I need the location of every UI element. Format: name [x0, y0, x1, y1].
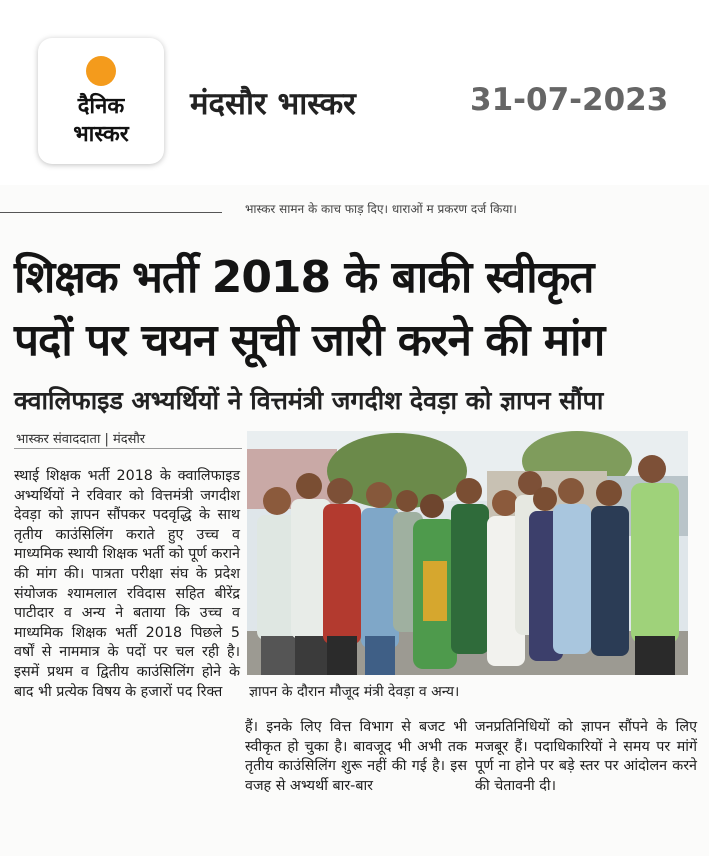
headline-line2: पदों पर चयन सूची जारी करने की मांग [14, 315, 605, 366]
logo-text-line2: भास्कर [73, 122, 129, 147]
previous-article-tail: भास्कर सामन के काच फाड़ दिए। धाराओं म प्रकरण दर्ज किया। [245, 202, 517, 216]
article-column-1: स्थाई शिक्षक भर्ती 2018 के क्वालिफाइड अभ्यर्थियों ने रविवार को वित्तमंत्री जगदीश देवड़ा को ज्ञापन सौंपकर पदवृद्धि के साथ तृतीय काउंसिलिंग कराते हुए उच्च व माध्यमिक स्थायी शिक्षक भर्ती को पूर्ण कराने की मांग की। पात्रता परीक्षा संघ के प्रदेश संयोजक श्यामलाल रविदास सहित बीरेंद्र पाटीदार व अन्य ने बताया कि उच्च व माध्यमिक शिक्षक भर्ती 2018 पिछले 5 वर्षों से नाममात्र के पदों पर चल रही है। इसमें प्रथम व द्वितीय काउंसिलिंग होने के बाद भी प्रत्येक विषय के हजारों पद रिक्त [14, 468, 240, 700]
photo-caption: ज्ञापन के दौरान मौजूद मंत्री देवड़ा व अन्य। [249, 684, 460, 700]
app-header [0, 0, 709, 185]
logo-text-line1: दैनिक [77, 94, 125, 119]
article-column-3: जनप्रतिनिधियों को ज्ञापन सौंपने के लिए मजबूर हैं। पदाधिकारियों ने समय पर मांगें पूर्ण ना होने पर बड़े स्तर पर आंदोलन करने की चेतावनी दी। [475, 719, 697, 794]
dainik-bhaskar-logo[interactable] [38, 38, 164, 164]
sun-logo-icon [86, 56, 116, 86]
news-photo [247, 431, 688, 675]
subheadline: क्वालिफाइड अभ्यर्थियों ने वित्तमंत्री जगदीश देवड़ा को ज्ञापन सौंपा [14, 386, 604, 415]
edition-title: मंदसौर भास्कर [190, 86, 356, 122]
headline-line1: शिक्षक भर्ती 2018 के बाकी स्वीकृत [14, 252, 594, 303]
article-column-2: हैं। इनके लिए वित्त विभाग से बजट भी स्वीकृत हो चुका है। बावजूद भी अभी तक तृतीय काउंसिलिंग शुरू नहीं की गई है। इस वजह से अभ्यर्थी बार-बार [245, 719, 467, 794]
byline: भास्कर संवाददाता | मंदसौर [16, 432, 146, 447]
edition-date: 31-07-2023 [470, 82, 669, 118]
group-photo-image [247, 431, 688, 675]
byline-divider [14, 448, 242, 449]
column-divider [0, 212, 222, 213]
